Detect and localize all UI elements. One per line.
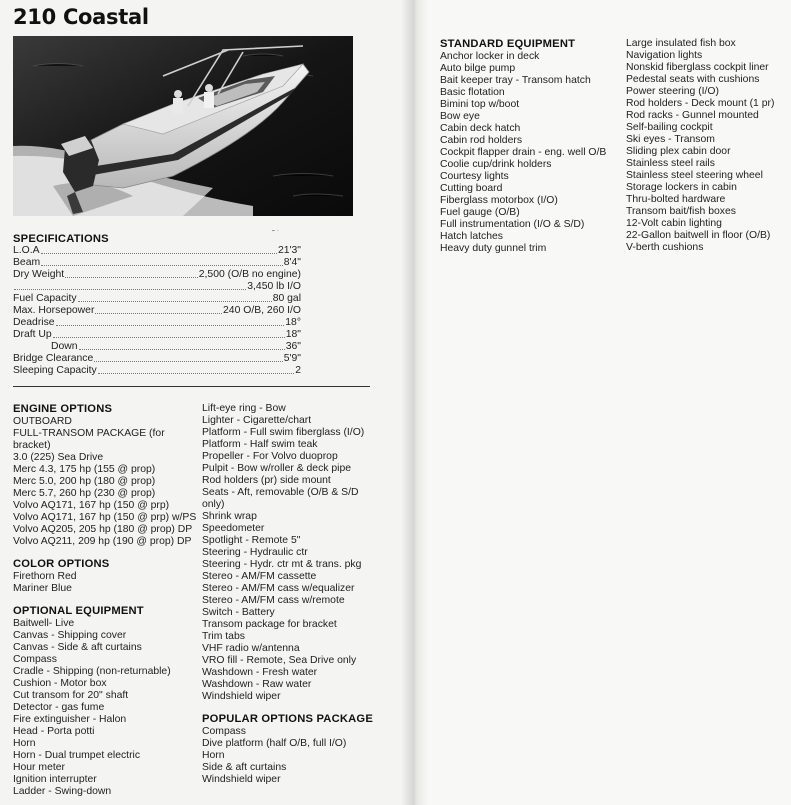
optional-equipment-item: VHF radio w/antenna [202, 643, 300, 654]
color-option-item: Firethorn Red [13, 571, 77, 582]
standard-equipment-item: Cutting board [440, 183, 503, 194]
optional-equipment-item: only) [202, 499, 225, 510]
optional-equipment-list [13, 618, 203, 798]
standard-equipment-item: Cabin rod holders [440, 135, 523, 146]
standard-equipment-item: Fuel gauge (O/B) [440, 207, 520, 218]
book-gutter [402, 0, 428, 805]
standard-equipment-item: Bow eye [440, 111, 480, 122]
optional-equipment-item: Detector - gas fume [13, 702, 105, 713]
optional-equipment-item: VRO fill - Remote, Sea Drive only [202, 655, 357, 666]
optional-equipment-item: Washdown - Fresh water [202, 667, 318, 678]
options-left-column [13, 403, 203, 798]
engine-option-item: Volvo AQ211, 209 hp (190 @ prop) DP [13, 536, 192, 547]
standard-equipment-item: Basic flotation [440, 87, 505, 98]
engine-option-item: bracket) [13, 440, 51, 451]
specifications-section [13, 233, 301, 377]
page-title: 210 Coastal [13, 5, 149, 29]
dot-leader [95, 305, 222, 314]
dot-leader [94, 353, 282, 362]
standard-equipment-item: 12-Volt cabin lighting [626, 218, 722, 229]
spec-value: 240 O/B, 260 I/O [223, 305, 301, 316]
standard-equipment-item: Power steering (I/O) [626, 86, 719, 97]
spec-value: 18° [285, 317, 301, 328]
optional-equipment-item: Ladder - Swing-down [13, 786, 112, 797]
engine-option-item: Merc 5.7, 260 hp (230 @ prop) [13, 488, 156, 499]
standard-equipment-item: Transom bait/fish boxes [626, 206, 736, 217]
dot-leader [65, 269, 198, 278]
optional-equipment-item: Stereo - AM/FM cass w/remote [202, 595, 345, 606]
standard-equipment-item: Cockpit flapper drain - eng. well O/B [440, 147, 607, 158]
standard-equipment-column-2 [626, 38, 791, 254]
spec-row [13, 341, 301, 353]
optional-equipment-heading: OPTIONAL EQUIPMENT [13, 605, 144, 617]
engine-options-heading: ENGINE OPTIONS [13, 403, 113, 415]
optional-equipment-item: Compass [13, 654, 57, 665]
standard-equipment-item: Ski eyes - Transom [626, 134, 715, 145]
engine-option-item: Volvo AQ205, 205 hp (180 @ prop) DP [13, 524, 193, 535]
dot-leader [78, 293, 272, 302]
optional-equipment-item: Switch - Battery [202, 607, 275, 618]
standard-equipment-item: Heavy duty gunnel trim [440, 243, 547, 254]
standard-equipment-list-continued [626, 38, 791, 254]
options-middle-column [202, 403, 392, 786]
spec-value: 2,500 (O/B no engine) [198, 269, 301, 280]
optional-equipment-item: Fire extinguisher - Halon [13, 714, 127, 725]
popular-options-list [202, 726, 392, 786]
spec-value: 5'9" [283, 353, 301, 364]
optional-equipment-item: Seats - Aft, removable (O/B & S/D [202, 487, 359, 498]
optional-equipment-item: Ignition interrupter [13, 774, 97, 785]
section-divider [13, 386, 370, 387]
optional-equipment-item: Propeller - For Volvo duoprop [202, 451, 338, 462]
optional-equipment-item: Horn - Dual trumpet electric [13, 750, 141, 761]
popular-options-heading: POPULAR OPTIONS PACKAGE [202, 713, 373, 725]
engine-option-item: OUTBOARD [13, 416, 72, 427]
spec-value: 3,450 lb I/O [247, 281, 301, 292]
engine-option-item: Volvo AQ171, 167 hp (150 @ prp) [13, 500, 170, 511]
standard-equipment-item: Rod holders - Deck mount (1 pr) [626, 98, 775, 109]
standard-equipment-item: Thru-bolted hardware [626, 194, 726, 205]
standard-equipment-item: Anchor locker in deck [440, 51, 540, 62]
standard-equipment-item: Rod racks - Gunnel mounted [626, 110, 759, 121]
optional-equipment-item: Cradle - Shipping (non-returnable) [13, 666, 171, 677]
optional-equipment-item: Lighter - Cigarette/chart [202, 415, 312, 426]
standard-equipment-item: Coolie cup/drink holders [440, 159, 552, 170]
engine-option-item: 3.0 (225) Sea Drive [13, 452, 104, 463]
standard-equipment-item: Sliding plex cabin door [626, 146, 731, 157]
standard-equipment-item: Cabin deck hatch [440, 123, 521, 134]
specifications-list [13, 245, 301, 377]
standard-equipment-item: V-berth cushions [626, 242, 704, 253]
spec-row [13, 329, 301, 341]
spec-value: 8'4" [283, 257, 301, 268]
standard-equipment-item: Bait keeper tray - Transom hatch [440, 75, 591, 86]
standard-equipment-heading: STANDARD EQUIPMENT [440, 38, 576, 50]
popular-option-item: Windshield wiper [202, 774, 281, 785]
optional-equipment-item: Stereo - AM/FM cass w/equalizer [202, 583, 355, 594]
optional-equipment-item: Spotlight - Remote 5" [202, 535, 301, 546]
dot-leader [14, 281, 246, 290]
optional-equipment-item: Transom package for bracket [202, 619, 337, 630]
spec-row [13, 245, 301, 257]
optional-equipment-item: Pulpit - Bow w/roller & deck pipe [202, 463, 351, 474]
standard-equipment-item: Stainless steel rails [626, 158, 715, 169]
popular-option-item: Side & aft curtains [202, 762, 287, 773]
standard-equipment-list [440, 51, 630, 255]
optional-equipment-item: Head - Porta potti [13, 726, 95, 737]
engine-option-item: Volvo AQ171, 167 hp (150 @ prp) w/PS [13, 512, 197, 523]
optional-equipment-item: Lift-eye ring - Bow [202, 403, 286, 414]
spec-row [13, 317, 301, 329]
spec-row [13, 281, 301, 293]
engine-options-list [13, 416, 203, 548]
standard-equipment-item: Navigation lights [626, 50, 703, 61]
dot-leader [53, 329, 285, 338]
standard-equipment-item: 22-Gallon baitwell in floor (O/B) [626, 230, 771, 241]
engine-option-item: Merc 4.3, 175 hp (155 @ prop) [13, 464, 156, 475]
boat-photo [13, 36, 353, 216]
spec-label: Fuel Capacity [13, 293, 77, 304]
spec-label: Max. Horsepower [13, 305, 95, 316]
optional-equipment-item: Canvas - Shipping cover [13, 630, 127, 641]
optional-equipment-item: Steering - Hydraulic ctr [202, 547, 308, 558]
popular-option-item: Compass [202, 726, 246, 737]
standard-equipment-item: Courtesy lights [440, 171, 509, 182]
spec-label: Beam [13, 257, 41, 268]
standard-equipment-item: Fiberglass motorbox (I/O) [440, 195, 558, 206]
color-options-heading: COLOR OPTIONS [13, 558, 110, 570]
optional-equipment-item: Stereo - AM/FM cassette [202, 571, 317, 582]
optional-equipment-item: Rod holders (pr) side mount [202, 475, 331, 486]
spec-label: L.O.A [13, 245, 40, 256]
dot-leader [98, 365, 294, 374]
popular-option-item: Dive platform (half O/B, full I/O) [202, 738, 347, 749]
engine-option-item: Merc 5.0, 200 hp (180 @ prop) [13, 476, 156, 487]
spec-label: Dry Weight [13, 269, 65, 280]
spec-value: 80 gal [272, 293, 301, 304]
engine-option-item: FULL-TRANSOM PACKAGE (for [13, 428, 165, 439]
standard-equipment-column-1 [440, 38, 630, 255]
spec-row [13, 269, 301, 281]
spec-row [13, 365, 301, 377]
standard-equipment-item: Large insulated fish box [626, 38, 736, 49]
specifications-heading: SPECIFICATIONS [13, 233, 109, 245]
optional-equipment-item: Windshield wiper [202, 691, 281, 702]
spec-value: 2 [295, 365, 301, 376]
optional-equipment-item: Washdown - Raw water [202, 679, 312, 690]
spec-label: Draft Up [13, 329, 52, 340]
standard-equipment-item: Nonskid fiberglass cockpit liner [626, 62, 769, 73]
optional-equipment-item: Platform - Half swim teak [202, 439, 318, 450]
spec-value: 21'3" [277, 245, 301, 256]
optional-equipment-item: Cushion - Motor box [13, 678, 107, 689]
popular-option-item: Horn [202, 750, 225, 761]
color-options-list [13, 571, 203, 595]
dot-leader [79, 341, 285, 350]
spec-row [13, 305, 301, 317]
optional-equipment-list-continued [202, 403, 392, 703]
optional-equipment-item: Hour meter [13, 762, 65, 773]
color-option-item: Mariner Blue [13, 583, 72, 594]
optional-equipment-item: Platform - Full swim fiberglass (I/O) [202, 427, 365, 438]
print-speck: ˜ ˙ [272, 229, 280, 238]
optional-equipment-item: Shrink wrap [202, 511, 257, 522]
optional-equipment-item: Trim tabs [202, 631, 245, 642]
dot-leader [41, 257, 283, 266]
spec-label: Down [51, 341, 78, 352]
optional-equipment-item: Cut transom for 20" shaft [13, 690, 129, 701]
spec-row [13, 257, 301, 269]
spec-row [13, 353, 301, 365]
optional-equipment-item: Canvas - Side & aft curtains [13, 642, 142, 653]
standard-equipment-item: Auto bilge pump [440, 63, 516, 74]
standard-equipment-item: Bimini top w/boot [440, 99, 520, 110]
dot-leader [56, 317, 285, 326]
spec-row [13, 293, 301, 305]
optional-equipment-item: Horn [13, 738, 36, 749]
standard-equipment-item: Hatch latches [440, 231, 503, 242]
standard-equipment-item: Storage lockers in cabin [626, 182, 737, 193]
dot-leader [41, 245, 277, 254]
standard-equipment-item: Pedestal seats with cushions [626, 74, 760, 85]
spec-label: Deadrise [13, 317, 55, 328]
optional-equipment-item: Steering - Hydr. ctr mt & trans. pkg [202, 559, 362, 570]
spec-value: 18" [285, 329, 301, 340]
standard-equipment-item: Full instrumentation (I/O & S/D) [440, 219, 585, 230]
optional-equipment-item: Speedometer [202, 523, 265, 534]
standard-equipment-item: Stainless steel steering wheel [626, 170, 763, 181]
spec-label: Sleeping Capacity [13, 365, 97, 376]
spec-label: Bridge Clearance [13, 353, 94, 364]
spec-value: 36" [285, 341, 301, 352]
optional-equipment-item: Baitwell- Live [13, 618, 75, 629]
standard-equipment-item: Self-bailing cockpit [626, 122, 713, 133]
